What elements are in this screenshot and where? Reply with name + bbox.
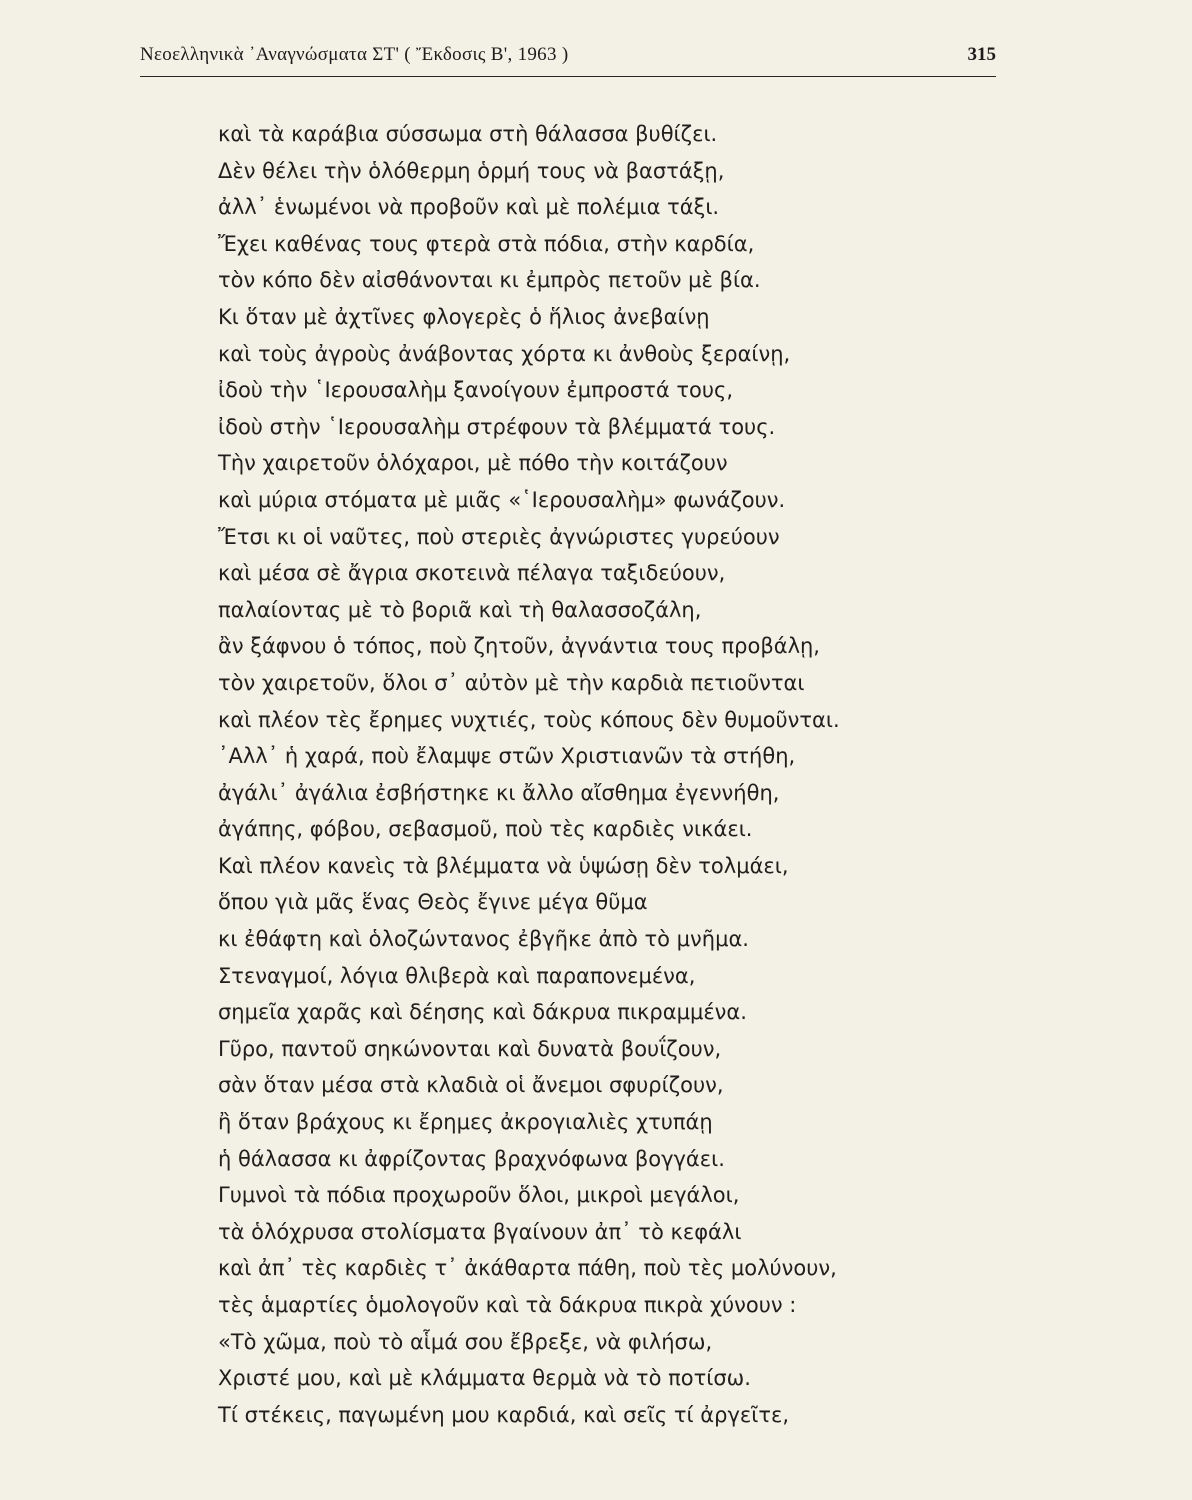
poem-line: ἡ θάλασσα κι ἀφρίζοντας βραχνόφωνα βογγάει. [218,1146,725,1171]
poem-line: τὸν χαιρετοῦν, ὅλοι σ᾿ αὐτὸν μὲ τὴν καρδιὰ πετιοῦνται [218,670,805,695]
poem-line: ἀγάλι᾿ ἀγάλια ἐσβήστηκε κι ἄλλο αἴσθημα ἐγεννήθη, [218,780,780,805]
poem-line: καὶ ἀπ᾿ τὲς καρδιὲς τ᾿ ἀκάθαρτα πάθη, ποὺ τὲς μολύνουν, [218,1256,837,1281]
poem-line: Στεναγμοί, λόγια θλιβερὰ καὶ παραπονεμένα, [218,963,696,988]
poem-line: «Τὸ χῶμα, ποὺ τὸ αἷμά σου ἔβρεξε, νὰ φιλήσω, [218,1329,713,1354]
running-header [140,44,996,72]
poem-line: ὅπου γιὰ μᾶς ἕνας Θεὸς ἔγινε μέγα θῦμα [218,890,648,915]
poem-line: ἀγάπης, φόβου, σεβασμοῦ, ποὺ τὲς καρδιὲς νικάει. [218,817,753,842]
poem-line: σὰν ὅταν μέσα στὰ κλαδιὰ οἱ ἄνεμοι σφυρίζουν, [218,1073,724,1098]
poem-text [218,116,978,1433]
poem-line: καὶ μύρια στόματα μὲ μιᾶς «῾Ιερουσαλὴμ» φωνάζουν. [218,487,786,512]
poem-line: καὶ πλέον τὲς ἔρημες νυχτιές, τοὺς κόπους δὲν θυμοῦνται. [218,707,840,732]
poem-line: τὰ ὁλόχρυσα στολίσματα βγαίνουν ἀπ᾿ τὸ κεφάλι [218,1219,742,1244]
poem-line: παλαίοντας μὲ τὸ βοριᾶ καὶ τὴ θαλασσοζάλη, [218,597,702,622]
poem-line: ἰδοὺ στὴν ῾Ιερουσαλὴμ στρέφουν τὰ βλέμματά τους. [218,414,776,439]
poem-line: Καὶ πλέον κανεὶς τὰ βλέμματα νὰ ὑψώσῃ δὲν τολμάει, [218,853,789,878]
poem-line: Γῦρο, παντοῦ σηκώνονται καὶ δυνατὰ βουΐζουν, [218,1036,722,1061]
poem-line: τὸν κόπο δὲν αἰσθάνονται κι ἐμπρὸς πετοῦν μὲ βία. [218,268,761,293]
poem-line: ἢ ὅταν βράχους κι ἔρημες ἀκρογιαλιὲς χτυπάῃ [218,1110,713,1135]
poem-line: Ἔτσι κι οἱ ναῦτες, ποὺ στεριὲς ἀγνώριστες γυρεύουν [218,524,780,549]
poem-line: Γυμνοὶ τὰ πόδια προχωροῦν ὅλοι, μικροὶ μεγάλοι, [218,1183,740,1208]
poem-line: ἀλλ᾿ ἑνωμένοι νὰ προβοῦν καὶ μὲ πολέμια τάξι. [218,195,720,220]
page-number: 315 [967,44,996,65]
poem-line: ἂν ξάφνου ὁ τόπος, ποὺ ζητοῦν, ἀγνάντια τους προβάλῃ, [218,634,820,659]
poem-line: ἰδοὺ τὴν ῾Ιερουσαλὴμ ξανοίγουν ἐμπροστά τους, [218,378,734,403]
header-rule [140,76,996,77]
poem-line: τὲς ἁμαρτίες ὁμολογοῦν καὶ τὰ δάκρυα πικρὰ χύνουν : [218,1293,797,1317]
poem-line: Κι ὅταν μὲ ἀχτῖνες φλογερὲς ὁ ἥλιος ἀνεβαίνῃ [218,304,710,329]
poem-line: Τὴν χαιρετοῦν ὁλόχαροι, μὲ πόθο τὴν κοιτάζουν [218,451,728,476]
poem-line: καὶ τὰ καράβια σύσσωμα στὴ θάλασσα βυθίζει. [218,122,718,146]
poem-line: Τί στέκεις, παγωμένη μου καρδιά, καὶ σεῖς τί ἀργεῖτε, [218,1402,789,1427]
header-title: Νεοελληνικὰ ᾿Αναγνώσματα ΣΤ' ( Ἔκδοσις Β', 1963 ) [140,44,569,65]
poem-line: καὶ μέσα σὲ ἄγρια σκοτεινὰ πέλαγα ταξιδεύουν, [218,561,726,586]
poem-line: Χριστέ μου, καὶ μὲ κλάμματα θερμὰ νὰ τὸ ποτίσω. [218,1366,751,1391]
poem-line: κι ἐθάφτη καὶ ὁλοζώντανος ἐβγῆκε ἀπὸ τὸ μνῆμα. [218,927,749,952]
poem-line: Δὲν θέλει τὴν ὁλόθερμη ὁρμή τους νὰ βαστάξῃ, [218,158,725,183]
poem-line: Ἔχει καθένας τους φτερὰ στὰ πόδια, στὴν καρδία, [218,231,755,256]
poem-line: σημεῖα χαρᾶς καὶ δέησης καὶ δάκρυα πικραμμένα. [218,1000,747,1025]
poem-line: ᾿Αλλ᾿ ἡ χαρά, ποὺ ἔλαμψε στῶν Χριστιανῶν τὰ στήθη, [218,744,796,769]
poem-line: καὶ τοὺς ἀγροὺς ἀνάβοντας χόρτα κι ἀνθοὺς ξεραίνῃ, [218,341,791,366]
